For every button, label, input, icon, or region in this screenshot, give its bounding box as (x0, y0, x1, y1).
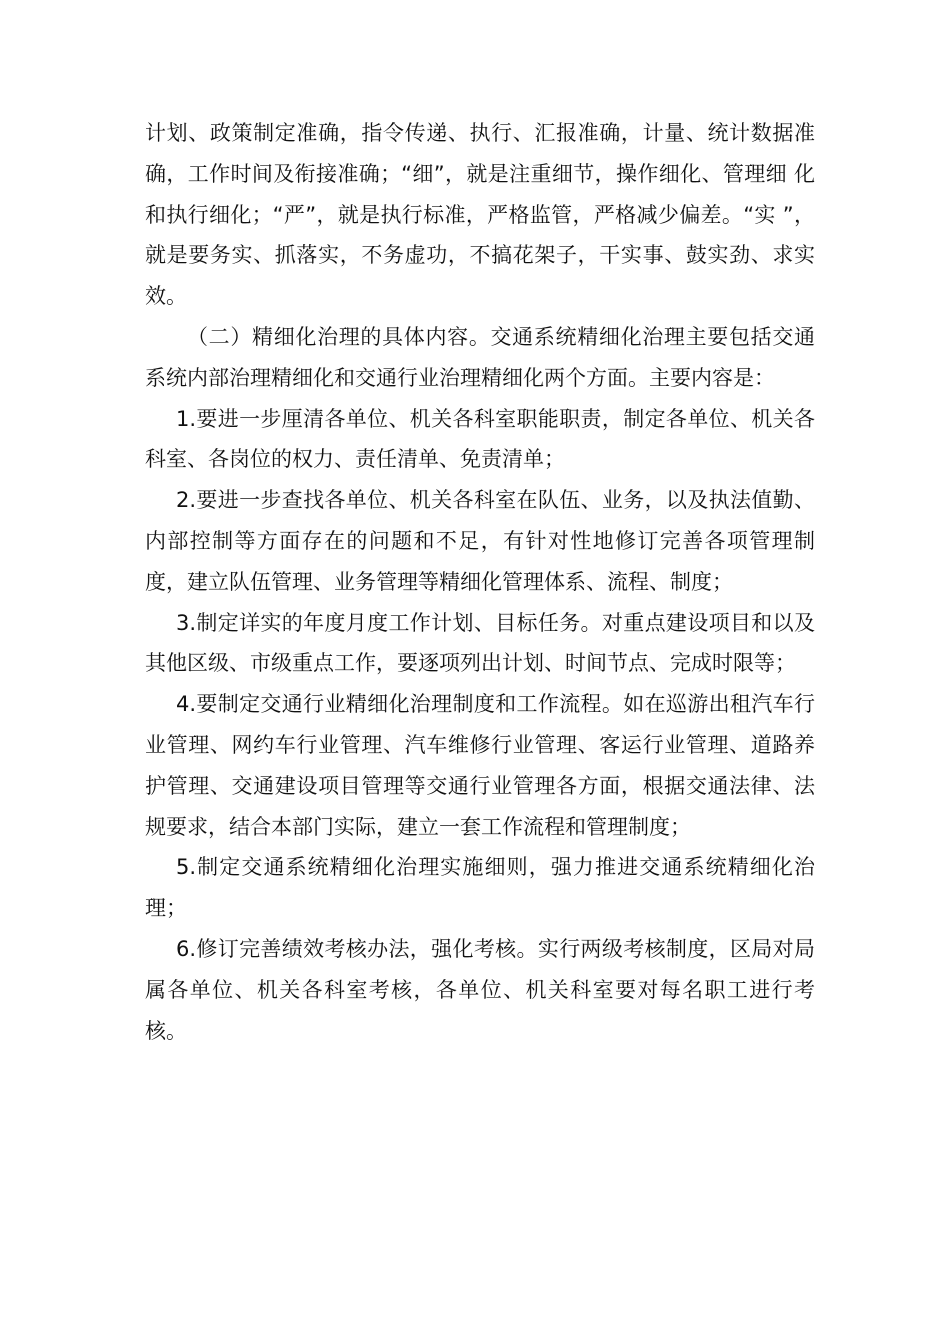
document-page (145, 113, 815, 1051)
list-item-6: 6.修订完善绩效考核办法，强化考核。实行两级考核制度，区局对局属各单位、机关各科室考核，各单位、机关科室要对每名职工进行考核。 (145, 936, 815, 1043)
list-item-3: 3.制定详实的年度月度工作计划、目标任务。对重点建设项目和以及其他区级、市级重点工作，要逐项列出计划、时间节点、完成时限等； (145, 610, 815, 676)
paragraph-section-heading: （二）精细化治理的具体内容。交通系统精细化治理主要包括交通系统内部治理精细化和交通行业治理精细化两个方面。主要内容是： (145, 324, 815, 390)
paragraph-continuation: 计划、政策制定准确，指令传递、执行、汇报准确，计量、统计数据准确，工作时间及衔接准确；“细”，就是注重细节，操作细化、管理细 化和执行细化；“严”，就是执行标准，严格监管，严格减少偏差。“实 ”，就是要务实、抓落实，不务虚功，不搞花架子，干实事、鼓实劲、求实效。 (145, 121, 815, 309)
list-item-5: 5.制定交通系统精细化治理实施细则，强力推进交通系统精细化治理； (145, 855, 815, 921)
list-item-4: 4.要制定交通行业精细化治理制度和工作流程。如在巡游出租汽车行业管理、网约车行业管理、汽车维修行业管理、客运行业管理、道路养护管理、交通建设项目管理等交通行业管理各方面，根据交通法律、法规要求，结合本部门实际，建立一套工作流程和管理制度； (145, 692, 815, 839)
list-item-1: 1.要进一步厘清各单位、机关各科室职能职责，制定各单位、机关各科室、各岗位的权力、责任清单、免责清单； (145, 406, 815, 472)
list-item-2: 2.要进一步查找各单位、机关各科室在队伍、业务，以及执法值勤、内部控制等方面存在的问题和不足，有针对性地修订完善各项管理制度，建立队伍管理、业务管理等精细化管理体系、流程、制度； (145, 488, 815, 594)
